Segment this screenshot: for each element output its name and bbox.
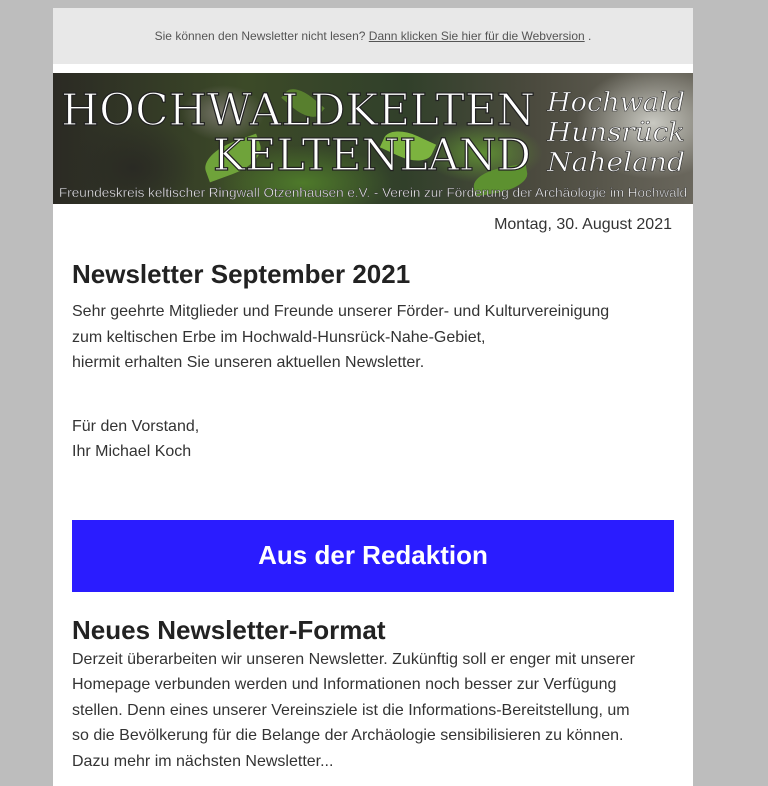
preheader-suffix: . <box>588 29 592 43</box>
preheader <box>53 8 693 64</box>
banner-graphic <box>53 73 693 204</box>
webversion-link[interactable]: Dann klicken Sie hier für die Webversion <box>368 29 585 43</box>
signature-line: Für den Vorstand, <box>72 417 200 435</box>
article-line: Dazu mehr im nächsten Newsletter... <box>72 752 334 770</box>
signature <box>72 414 674 465</box>
newsletter-container <box>53 8 693 786</box>
page-title: Newsletter September 2021 <box>72 259 411 289</box>
intro-line: hiermit erhalten Sie unseren aktuellen Newsletter. <box>72 354 425 371</box>
preheader-text: Sie können den Newsletter nicht lesen? <box>154 29 366 43</box>
signature-name: Ihr Michael Koch <box>72 443 192 460</box>
section-header <box>72 520 674 592</box>
main-content <box>53 258 693 774</box>
newsletter-date: Montag, 30. August 2021 <box>494 216 672 233</box>
header-banner <box>53 73 693 204</box>
article-line: stellen. Denn eines unserer Vereinsziele ist die Informations-Bereitstellung, um <box>72 701 630 719</box>
banner-region-2: Hunsrück <box>545 118 685 148</box>
banner-region-1: Hochwald <box>545 88 685 118</box>
banner-subtitle: Freundeskreis keltischer Ringwall Otzenhausen e.V. - Verein zur Förderung der Archäologie im Hochwald <box>59 186 688 200</box>
section-title: Aus der Redaktion <box>258 540 488 570</box>
intro-paragraph <box>72 299 674 376</box>
banner-region-3: Naheland <box>545 148 685 178</box>
article-line: so die Bevölkerung für die Belange der Archäologie sensibilisieren zu können. <box>72 727 624 744</box>
banner-title-line2: KELTENLAND <box>213 130 531 181</box>
intro-line: Sehr geehrte Mitglieder und Freunde unserer Förder- und Kulturvereinigung <box>72 303 610 320</box>
article-title: Neues Newsletter-Format <box>72 614 386 645</box>
banner-title-line1: HOCHWALDKELTEN <box>61 85 535 136</box>
article-line: Homepage verbunden werden und Informationen noch besser zur Verfügung <box>72 676 617 693</box>
article-line: Derzeit überarbeiten wir unseren Newsletter. Zukünftig soll er enger mit unserer <box>72 650 635 668</box>
intro-line: zum keltischen Erbe im Hochwald-Hunsrück-Nahe-Gebiet, <box>72 328 486 346</box>
article-body <box>72 647 674 775</box>
